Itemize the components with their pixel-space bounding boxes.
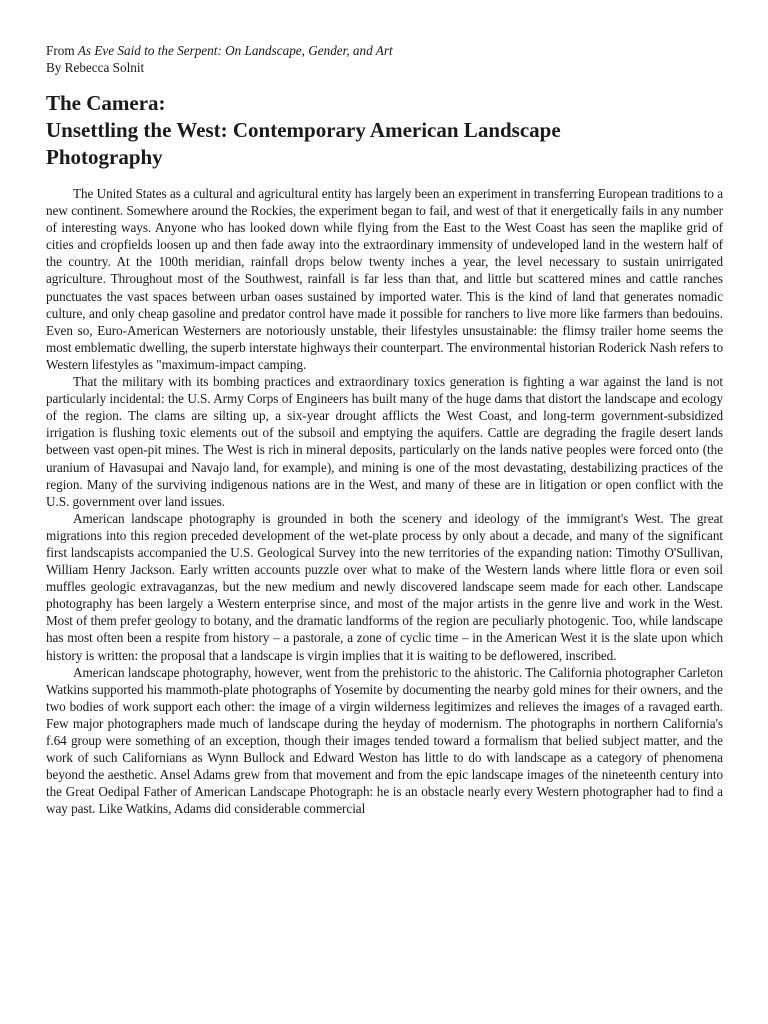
- chapter-title-line-3: Photography: [46, 145, 163, 169]
- paragraph-3: American landscape photography is grounded in both the scenery and ideology of the immigrant's West. The great migrations into this region preceded development of the wet-plate process by only about a decade, and many of the significant first landscapists accompanied the U.S. Geological Survey into the new territories of the expanding nation: Timothy O'Sullivan, William Henry Jackson. Early written accounts puzzle over what to make of the Western lands where little flora or even soil muffles geologic extravaganzas, but the new medium and newly discovered landscape seem made for each other. Landscape photography has been largely a Western enterprise since, and most of the major artists in the genre live and work in the West. Most of them prefer geology to botany, and the dramatic landforms of the region are peculiarly photogenic. Too, while landscape has most often been a respite from history – a pastorale, a zone of cyclic time – in the American West it is the slate upon which history is written: the proposal that a landscape is virgin implies that it is waiting to be deflowered, inscribed.: [46, 510, 723, 663]
- source-line: [46, 42, 723, 59]
- chapter-title: [46, 90, 723, 171]
- book-title: As Eve Said to the Serpent: On Landscape, Gender, and Art: [77, 43, 393, 58]
- source-prefix: From: [46, 43, 78, 58]
- chapter-title-line-2: Unsettling the West: Contemporary American Landscape: [46, 118, 561, 142]
- paragraph-2: That the military with its bombing practices and extraordinary toxics generation is fighting a war against the land is not particularly incidental: the U.S. Army Corps of Engineers has built many of the huge dams that distort the landscape and ecology of the region. The clams are silting up, a six-year drought afflicts the West Coast, and long-term government-subsidized irrigation is flushing toxic elements out of the subsoil and emptying the aquifers. Cattle are degrading the fragile desert lands between vast open-pit mines. The West is rich in mineral deposits, particularly on the lands native peoples were forced onto (the uranium of Havasupai and Navajo land, for example), and mining is one of the most devastating, destabilizing practices of the region. Many of the surviving indigenous nations are in the West, and many of these are in litigation or open conflict with the U.S. government over land issues.: [46, 374, 723, 509]
- body-text: [46, 185, 723, 817]
- byline: By Rebecca Solnit: [46, 60, 145, 75]
- paragraph-1: The United States as a cultural and agricultural entity has largely been an experiment in transferring European traditions to a new continent. Somewhere around the Rockies, the experiment began to fail, and west of that it energetically fails in any number of interesting ways. Anyone who has looked down while flying from the East to the West Coast has seen the maplike grid of cities and cropfields loosen up and then fade away into the extraordinary immensity of undeveloped land in the western half of the country. At the 100th meridian, rainfall drops below twenty inches a year, the level necessary to sustain unirrigated agriculture. Throughout most of the Southwest, rainfall is far less than that, and little but scattered mines and cattle ranches punctuates the vast spaces between urban oases sustained by imported water. This is the kind of land that generates nomadic culture, and only cheap gasoline and predator control have made it possible for ranchers to live more like farmers than bedouins. Even so, Euro-American Westerners are notoriously unstable, their lifestyles unsustainable: the flimsy trailer home seems the most emblematic dwelling, the superb interstate highways their counterpart. The environmental historian Roderick Nash refers to Western lifestyles as "maximum-impact camping.: [46, 186, 723, 372]
- chapter-title-line-1: The Camera:: [46, 91, 166, 115]
- document-page: [46, 42, 723, 817]
- paragraph-4: American landscape photography, however, went from the prehistoric to the ahistoric. The California photographer Carleton Watkins supported his mammoth-plate photographs of Yosemite by documenting the nearby gold mines for their owners, and the two bodies of work support each other: the image of a virgin wilderness legitimizes and relieves the images of a ravaged earth. Few major photographers made much of landscape during the heyday of modernism. The photographs in northern California's f.64 group were something of an exception, though their images tended toward a formalism that belied subject matter, and the work of such Californians as Wynn Bullock and Edward Weston has little to do with landscape as a category of phenomena beyond the aesthetic. Ansel Adams grew from that movement and from the epic landscape images of the nineteenth century into the Great Oedipal Father of American Landscape Photograph: he is an obstacle nearly every Western photographer had to find a way past. Like Watkins, Adams did considerable commercial: [46, 664, 723, 817]
